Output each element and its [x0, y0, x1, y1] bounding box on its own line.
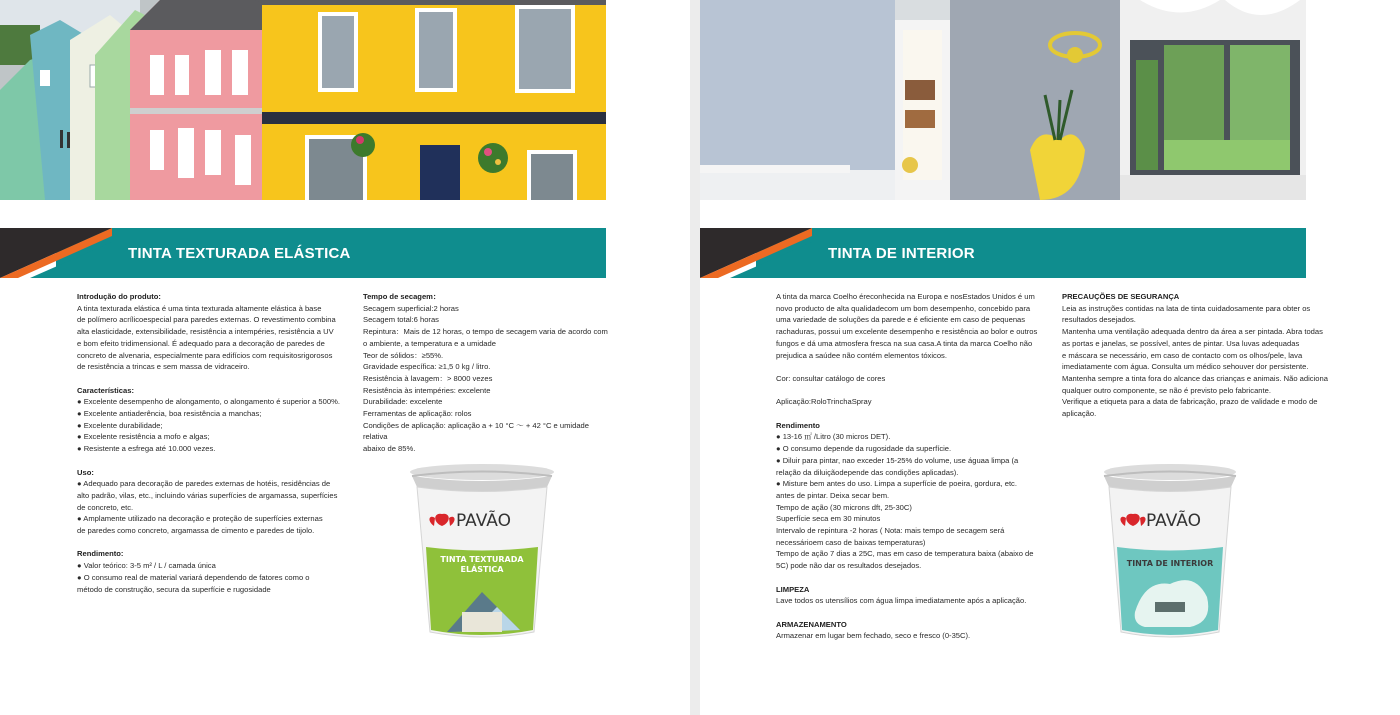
text-line: Mantenha uma ventilação adequada dentro da área a ser pintada. Abra todas: [1062, 327, 1323, 337]
text-line: relação da diluiçãodepende das condições aplicadas).: [776, 467, 959, 477]
section-title: TINTA TEXTURADA ELÁSTICA: [128, 245, 351, 262]
text-line: Cor: consultar catálogo de cores: [776, 373, 886, 383]
section-title: TINTA DE INTERIOR: [828, 245, 975, 262]
text-line: Tempo de ação 7 dias a 25C, mas em caso de temperatura baixa (abaixo de: [776, 549, 1034, 559]
text-line: aplicação.: [1062, 409, 1097, 419]
text-line: abaixo de 85%.: [363, 444, 416, 454]
banner-accent-stripes: [0, 228, 112, 278]
text-line: resultados desejados.: [1062, 315, 1136, 325]
text-line: Armazenar em lugar bem fechado, seco e fresco (0-35C).: [776, 631, 971, 641]
text-line: as portas e janelas, se possível, antes de pintar. Usa luvas adequadas: [1062, 338, 1300, 348]
bucket-label-line1: TINTA DE INTERIOR: [1126, 559, 1214, 568]
text-line: Superfície seca em 30 minutos: [776, 514, 881, 524]
text-line: ● Misture bem antes do uso. Limpa a superfície de poeira, gordura, etc.: [776, 479, 1017, 489]
section-heading: Introdução do produto:: [77, 292, 161, 301]
text-line: Secagem total:6 horas: [363, 315, 439, 325]
interior-room-photo: [700, 0, 1306, 200]
text-line: concreto de alvenaria, especialmente para edifícios com requisitosrigorosos: [77, 350, 333, 360]
text-line: de concreto, etc.: [77, 502, 134, 512]
colorful-houses-street-photo: [0, 0, 606, 200]
text-line: alto padrão, vilas, etc., incluindo várias superfícies de argamassa, superfícies: [77, 490, 338, 500]
text-line: ● O consumo real de material variará dependendo de fatores como o: [77, 572, 310, 582]
text-line: Verifique a etiqueta para a data de fabricação, prazo de validade e modo de: [1062, 397, 1318, 407]
bucket-brand: PAVÃO: [456, 511, 511, 531]
text-line: qualquer outro componente, se não é previsto pelo fabricante.: [1062, 385, 1271, 395]
text-line: Mantenha sempre a tinta fora do alcance das crianças e animais. Não adiciona: [1062, 373, 1328, 383]
text-line: ● Amplamente utilizado na decoração e proteção de superfícies externas: [77, 514, 323, 524]
section-banner-right: [700, 228, 1306, 278]
section-banner-left: [0, 228, 606, 278]
text-line: ● Resistente a esfrega até 10.000 vezes.: [77, 444, 216, 454]
paragraph-gap: [77, 455, 347, 467]
text-line: ● Diluir para pintar, nao exceder 15-25% do volume, use águaa limpa (a: [776, 455, 1019, 465]
paragraph-gap: [776, 607, 1046, 619]
text-line: ● Excelente durabilidade;: [77, 420, 163, 430]
text-line: Ferramentas de aplicação: rolos: [363, 409, 472, 419]
paint-bucket-elastic: [402, 462, 562, 646]
text-line: Condições de aplicação: aplicação a + 10 °C ～ + 42 °C e umidade relativa: [363, 420, 590, 442]
text-line: método de construção, secura da superfície e rugosidade: [77, 584, 271, 594]
paragraph-gap: [776, 408, 1046, 420]
section-heading: LIMPEZA: [776, 584, 810, 594]
text-line: imediatamente com água. Consulta um médico sehouver dor persistente.: [1062, 362, 1309, 372]
bucket-label-line1: TINTA TEXTURADA: [440, 555, 524, 564]
text-line: Resistência às intempéries: excelente: [363, 385, 491, 395]
text-line: rachaduras, possui um excelente desempenho e resistência ao bolor e outros: [776, 327, 1038, 337]
left-page: [0, 0, 690, 715]
text-line: alta elasticidade, extensibilidade, resistência a intempéries, resistência a UV: [77, 327, 334, 337]
text-line: Leia as instruções contidas na lata de tinta cuidadosamente para obter os: [1062, 303, 1311, 313]
text-line: uma variedade de soluções da parede e é eficiente em caso de pequenas: [776, 315, 1026, 325]
text-line: prejudica a saúdee não contém elementos tóxicos.: [776, 350, 947, 360]
text-line: de resistência a trincas e sem massa de vidraceiro.: [77, 362, 250, 372]
right-page: [700, 0, 1400, 715]
paragraph-gap: [77, 537, 347, 549]
section-heading: Rendimento: [776, 420, 820, 430]
text-line: A tinta texturada elástica é uma tinta texturada altamente elástica à base: [77, 303, 322, 313]
text-line: Aplicação:RoloTrinchaSpray: [776, 397, 872, 407]
text-line: A tinta da marca Coelho éreconhecida na Europa e nosEstados Unidos é um: [776, 292, 1035, 301]
text-line: Repintura：Mais de 12 horas, o tempo de secagem varia de acordo com: [363, 327, 608, 337]
text-line: e máscara se necessário, em caso de contacto com os olhos/pele, lava: [1062, 350, 1303, 360]
text-line: Secagem superficial:2 horas: [363, 303, 459, 313]
text-line: ● 13-16 ㎡ /Litro (30 micros DET).: [776, 432, 891, 442]
section-heading: Uso:: [77, 467, 94, 477]
section-heading: PRECAUÇÕES DE SEGURANÇA: [1062, 292, 1180, 301]
page-gutter: [690, 0, 700, 715]
section-heading: Características:: [77, 385, 134, 395]
text-line: ● O consumo depende da rugosidade da superfície.: [776, 444, 952, 454]
bucket-label-line2: ELÁSTICA: [460, 565, 504, 574]
text-line: e bom efeito tridimensional. É adequado para a decoração de paredes de: [77, 338, 325, 348]
paragraph-gap: [776, 385, 1046, 397]
text-line: de paredes como concreto, argamassa de cimento e paredes de tijolo.: [77, 526, 315, 536]
section-heading: ARMAZENAMENTO: [776, 619, 847, 629]
paragraph-gap: [77, 373, 347, 385]
text-line: Lave todos os utensílios com água limpa imediatamente após a aplicação.: [776, 596, 1027, 606]
text-line: ● Excelente desempenho de alongamento, o alongamento é superior a 500%.: [77, 397, 340, 407]
text-line: necessárioem caso de baixas temperaturas): [776, 537, 926, 547]
text-line: o ambiente, a temperatura e a umidade: [363, 338, 496, 348]
text-line: de polímero acrílicoespecial para paredes externas. O revestimento combina: [77, 315, 336, 325]
text-line: Resistência à lavagem：> 8000 vezes: [363, 373, 493, 383]
text-line: fungos e dá uma atmosfera fresca na sua casa.A tinta da marca Coelho não: [776, 338, 1033, 348]
text-line: 5C) pode não dar os resultados desejados.: [776, 561, 922, 571]
section-heading: Tempo de secagem：: [363, 292, 441, 301]
product-description-column: [77, 291, 347, 595]
bucket-brand: PAVÃO: [1146, 511, 1201, 531]
text-line: ● Adequado para decoração de paredes externas de hotéis, residências de: [77, 479, 331, 489]
paragraph-gap: [776, 361, 1046, 373]
section-heading: Rendimento:: [77, 549, 124, 559]
text-line: Gravidade específica: ≥1,5 0 kg / litro.: [363, 362, 491, 372]
banner-accent-stripes: [700, 228, 812, 278]
drying-specs-column: [363, 291, 613, 455]
interior-description-column: [776, 291, 1046, 642]
text-line: Intervalo de repintura -2 horas ( Nota: mais tempo de secagem será: [776, 526, 1005, 536]
text-line: Durabilidade: excelente: [363, 397, 443, 407]
paint-bucket-interior: [1095, 462, 1245, 646]
text-line: ● Valor teórico: 3-5 m² / L / camada única: [77, 561, 216, 571]
safety-precautions-column: [1062, 291, 1332, 420]
text-line: ● Excelente resistência a mofo e algas;: [77, 432, 210, 442]
text-line: Teor de sólidos：≥55%.: [363, 350, 444, 360]
paragraph-gap: [776, 572, 1046, 584]
text-line: Tempo de ação (30 microns dft, 25-30C): [776, 502, 912, 512]
text-line: antes de pintar. Deixa secar bem.: [776, 490, 890, 500]
text-line: ● Excelente antiaderência, boa resistência a manchas;: [77, 409, 262, 419]
text-line: novo producto de alta qualidadecom um bom desempenho, concebido para: [776, 303, 1031, 313]
